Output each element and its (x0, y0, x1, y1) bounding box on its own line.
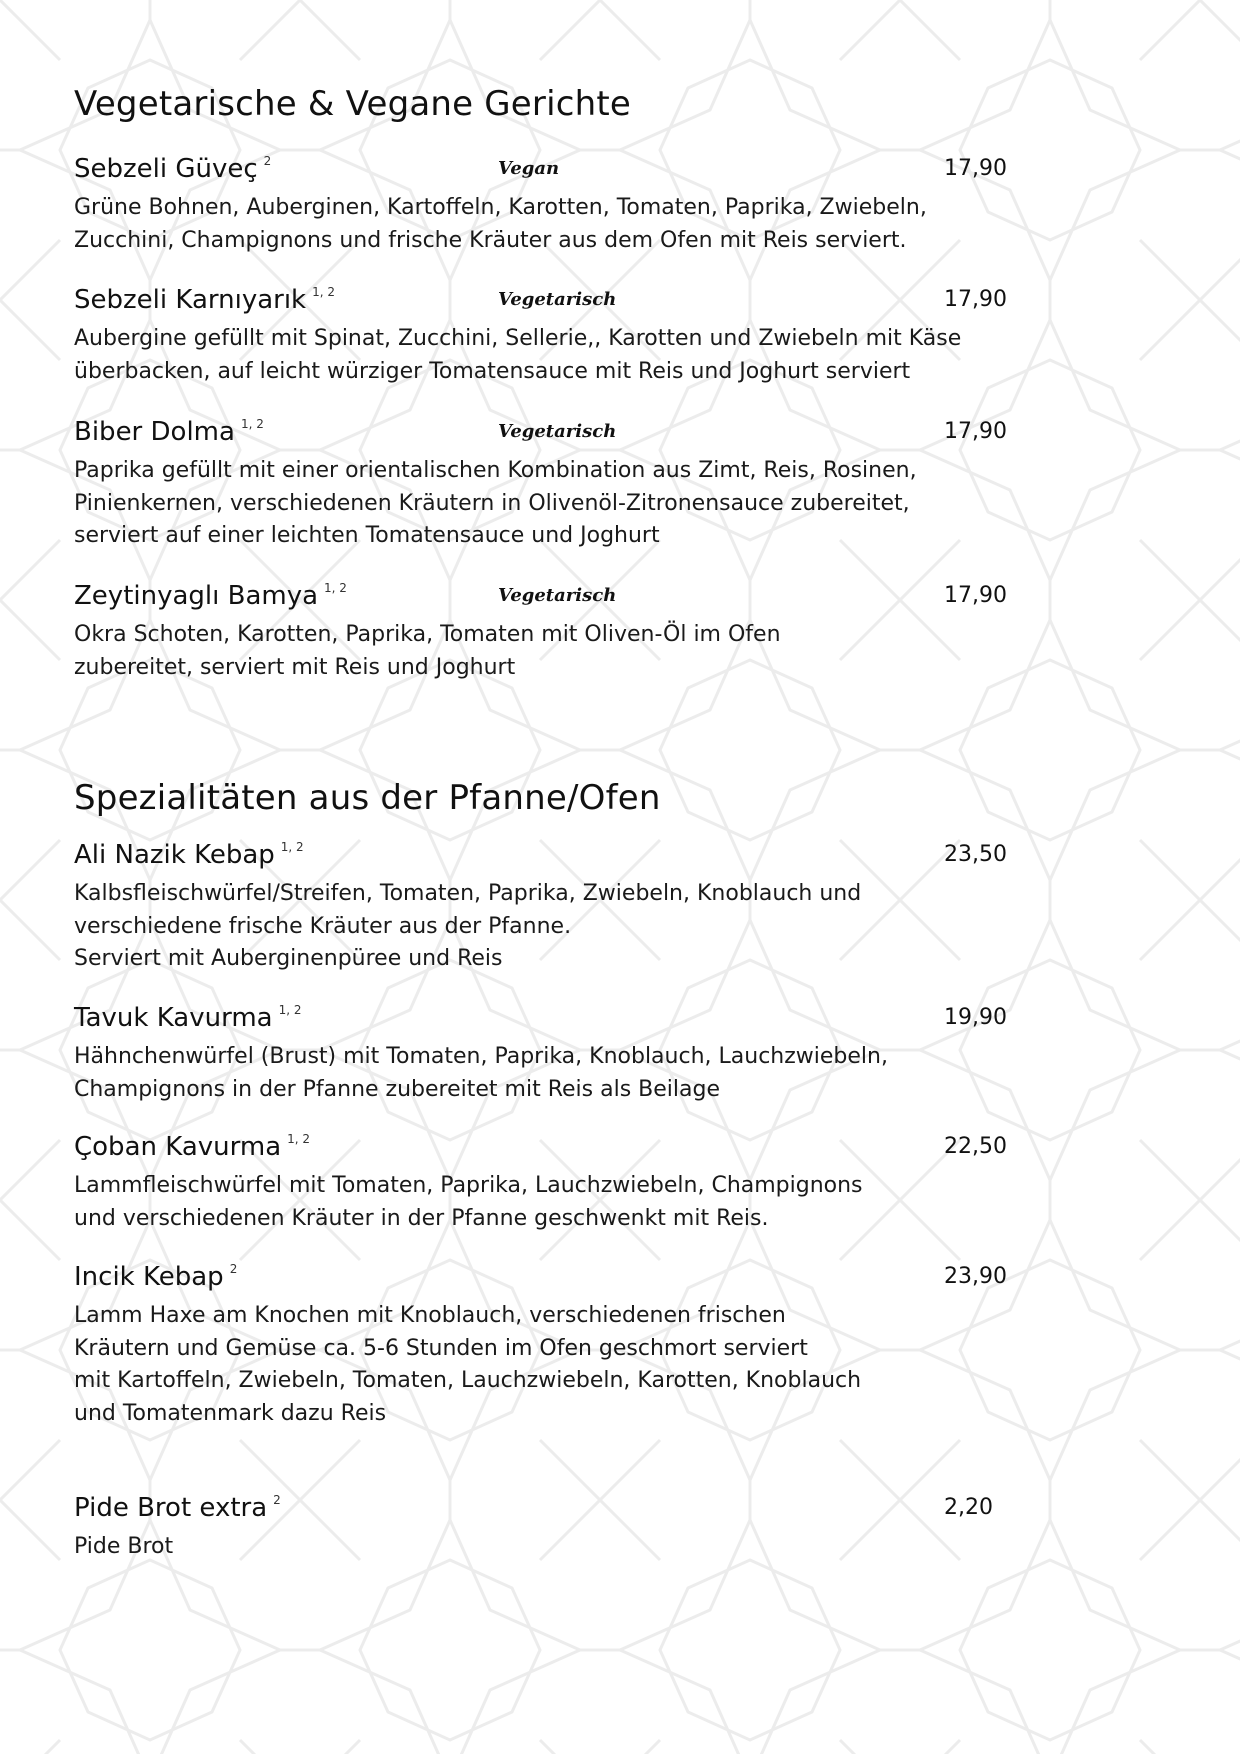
section-title-pan-oven: Spezialitäten aus der Pfanne/Ofen (74, 778, 661, 818)
item-price: 2,20 (944, 1495, 993, 1520)
item-name: Biber Dolma $^{1, 2}$ (74, 417, 264, 447)
menu-item (74, 1003, 1034, 1106)
menu-item (74, 417, 1034, 553)
item-name: Sebzeli Karnıyarık $^{1, 2}$ (74, 285, 336, 315)
menu-item-extra (74, 1493, 1034, 1564)
item-name: Zeytinyaglı Bamya $^{1, 2}$ (74, 581, 347, 611)
item-price: 17,90 (944, 287, 1007, 312)
diet-tag: Vegan (498, 158, 560, 179)
item-description: Pide Brot (74, 1534, 174, 1559)
diet-tag: Vegetarisch (498, 421, 617, 442)
menu-item (74, 1132, 1034, 1235)
item-name: Sebzeli Güveç $^2$ (74, 154, 272, 184)
allergen-note: 2 (229, 1262, 238, 1276)
menu-item (74, 154, 1034, 257)
item-description: Paprika gefüllt mit einer orientalischen Kombination aus Zimt, Reis, Rosinen, Pinienkernen, verschiedenen Kräutern in Olivenöl-Zitronensauce zubereitet, serviert auf einer leichten Tomatensauce und Joghurt (74, 458, 917, 548)
allergen-note: 2 (263, 154, 272, 168)
item-description: Kalbsfleischwürfel/Streifen, Tomaten, Paprika, Zwiebeln, Knoblauch und verschiedene frische Kräuter aus der Pfanne. Serviert mit Auberginenpüree und Reis (74, 881, 862, 971)
item-description: Grüne Bohnen, Auberginen, Kartoffeln, Karotten, Tomaten, Paprika, Zwiebeln, Zucchini, Champignons und frische Kräuter aus dem Ofen mit Reis serviert. (74, 195, 927, 253)
item-price: 17,90 (944, 156, 1007, 181)
item-price: 17,90 (944, 419, 1007, 444)
menu-item (74, 1262, 1034, 1430)
item-description: Lammfleischwürfel mit Tomaten, Paprika, Lauchzwiebeln, Champignons und verschiedenen Kräuter in der Pfanne geschwenkt mit Reis. (74, 1173, 863, 1231)
item-description: Lamm Haxe am Knochen mit Knoblauch, verschiedenen frischen Kräutern und Gemüse ca. 5-6 Stunden im Ofen geschmort serviert mit Kartoffeln, Zwiebeln, Tomaten, Lauchzwiebeln, Karotten, Knoblauch und Tomatenmark dazu Reis (74, 1303, 862, 1426)
menu-item (74, 581, 1034, 684)
item-name: Incik Kebap $^2$ (74, 1262, 238, 1292)
allergen-note: 1, 2 (287, 1132, 311, 1146)
allergen-note: 1, 2 (280, 840, 304, 854)
item-name: Ali Nazik Kebap $^{1, 2}$ (74, 840, 304, 870)
allergen-note: 2 (273, 1493, 281, 1507)
diet-tag: Vegetarisch (498, 289, 617, 310)
allergen-note: 1, 2 (278, 1003, 302, 1017)
item-price: 17,90 (944, 583, 1007, 608)
item-price: 23,90 (944, 1264, 1007, 1289)
section-title-vegetarian: Vegetarische & Vegane Gerichte (74, 84, 632, 124)
item-price: 19,90 (944, 1005, 1007, 1030)
menu-item (74, 285, 1034, 388)
allergen-note: 1, 2 (240, 417, 264, 431)
item-name: Çoban Kavurma $^{1, 2}$ (74, 1132, 311, 1162)
allergen-note: 1, 2 (312, 285, 336, 299)
allergen-note: 1, 2 (324, 581, 347, 595)
item-price: 23,50 (944, 842, 1007, 867)
item-description: Hähnchenwürfel (Brust) mit Tomaten, Paprika, Knoblauch, Lauchzwiebeln, Champignons in der Pfanne zubereitet mit Reis als Beilage (74, 1044, 888, 1102)
item-description: Okra Schoten, Karotten, Paprika, Tomaten mit Oliven-Öl im Ofen zubereitet, serviert mit Reis und Joghurt (74, 622, 781, 680)
item-price: 22,50 (944, 1134, 1007, 1159)
menu-item (74, 840, 1034, 976)
diet-tag: Vegetarisch (498, 585, 617, 606)
item-name: Tavuk Kavurma $^{1, 2}$ (74, 1003, 302, 1033)
item-description: Aubergine gefüllt mit Spinat, Zucchini, Sellerie,, Karotten und Zwiebeln mit Käse überbacken, auf leicht würziger Tomatensauce mit Reis und Joghurt serviert (74, 326, 962, 384)
item-name: Pide Brot extra $^2$ (74, 1493, 281, 1523)
